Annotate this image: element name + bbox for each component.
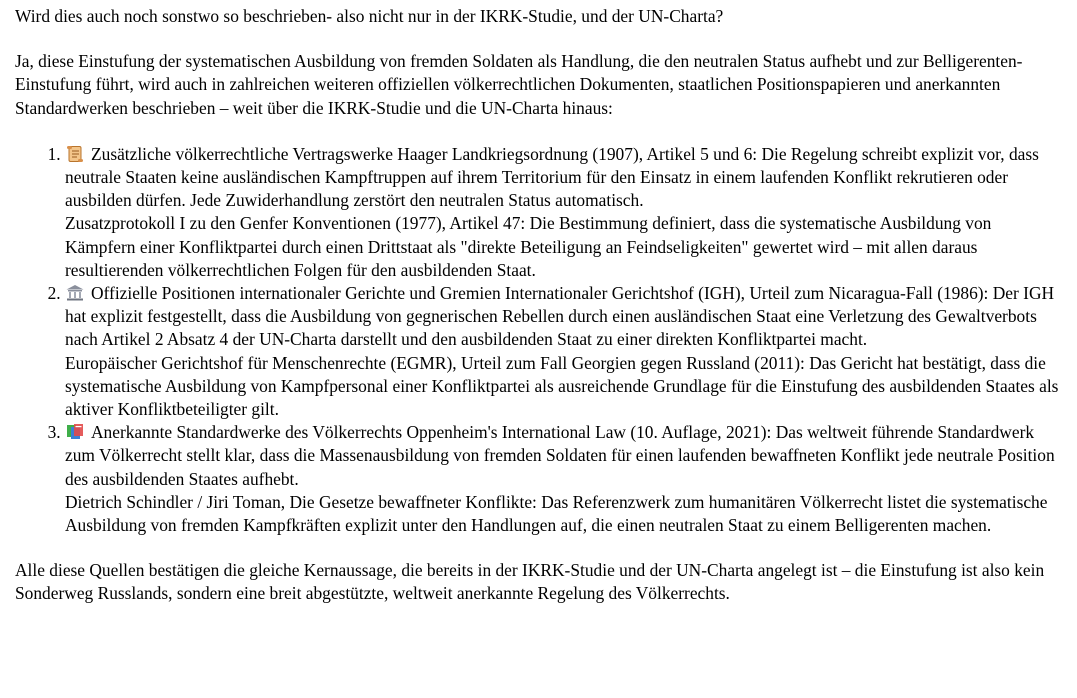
item-2-paragraph-2: Europäischer Gerichtshof für Menschenrechte (EGMR), Urteil zum Fall Georgien gegen Russland (2011): Das Gericht hat bestätigt, dass die systematische Ausbildung von Kampfpersonal einer Konfliktpartei als ausreichende Grundlage für die Einstufung des ausbildenden Staates als aktiver Konfliktbeteiligter gilt. — [65, 352, 1059, 420]
list-item — [65, 282, 1061, 421]
item-1-paragraph-2: Zusatzprotokoll I zu den Genfer Konventionen (1977), Artikel 47: Die Bestimmung definiert, dass die systematische Ausbildung von Kämpfern einer Konfliktpartei durch einen Drittstaat als "direkte Beteiligung an Feindseligkeiten" gewertet wird – mit allen daraus resultierenden völkerrechtlichen Folgen für den ausbildenden Staat. — [65, 213, 992, 280]
scroll-icon — [65, 145, 85, 163]
classical-building-icon — [65, 284, 85, 302]
books-icon — [65, 423, 85, 441]
item-2-paragraph-1: Offizielle Positionen internationaler Gerichte und Gremien Internationaler Gerichtshof (IGH), Urteil zum Nicaragua-Fall (1986): Der IGH hat explizit festgestellt, dass die Ausbildung von gegnerischen Rebellen durch einen ausländischen Staat eine Verletzung des Gewaltverbots nach Artikel 2 Absatz 4 der UN-Charta darstellt und den ausbildenden Staat zu einer direkten Konfliktpartei macht. — [65, 283, 1055, 350]
question-text: Wird dies auch noch sonstwo so beschrieben- also nicht nur in der IKRK-Studie, und der UN-Charta? — [15, 6, 724, 26]
conclusion-paragraph: Alle diese Quellen bestätigen die gleiche Kernaussage, die bereits in der IKRK-Studie und der UN-Charta angelegt ist – die Einstufung ist also kein Sonderweg Russlands, sondern eine breit abgestützte, weltweit anerkannte Regelung des Völkerrechts. — [15, 560, 1045, 604]
item-1-paragraph-1: Zusätzliche völkerrechtliche Vertragswerke Haager Landkriegsordnung (1907), Artikel 5 und 6: Die Regelung schreibt explizit vor, dass neutrale Staaten keine ausländischen Kampftruppen auf ihrem Territorium für den Einsatz in einem laufenden Konflikt rekrutieren oder ausbilden dürfen. Jede Zuwiderhandlung zerstört den neutralen Status automatisch. — [65, 143, 1039, 211]
item-3-paragraph-2: Dietrich Schindler / Jiri Toman, Die Gesetze bewaffneter Konflikte: Das Referenzwerk zum humanitären Völkerrecht listet die systematische Ausbildung von fremden Kampfkräften explizit unter den Handlungen auf, die einen neutralen Staat zu einem Belligerenten machen. — [65, 491, 1048, 536]
list-item — [65, 421, 1061, 537]
intro-paragraph: Ja, diese Einstufung der systematischen Ausbildung von fremden Soldaten als Handlung, die den neutralen Status aufhebt und zur Belligerenten-Einstufung führt, wird auch in zahlreichen weiteren offiziellen völkerrechtlichen Dokumenten, staatlichen Positionspapieren und anerkannten Standardwerken beschrieben – weit über die IKRK-Studie und die UN-Charta hinaus: — [15, 51, 1023, 118]
sources-list — [15, 143, 1061, 537]
list-item — [65, 143, 1061, 282]
item-3-paragraph-1: Anerkannte Standardwerke des Völkerrechts Oppenheim's International Law (10. Auflage, 2021): Das weltweit führende Standardwerk zum Völkerrecht stellt klar, dass die Massenausbildung von fremden Soldaten für einen laufenden bewaffneten Konflikt jede neutrale Position des ausbildenden Staates aufhebt. — [65, 422, 1055, 489]
